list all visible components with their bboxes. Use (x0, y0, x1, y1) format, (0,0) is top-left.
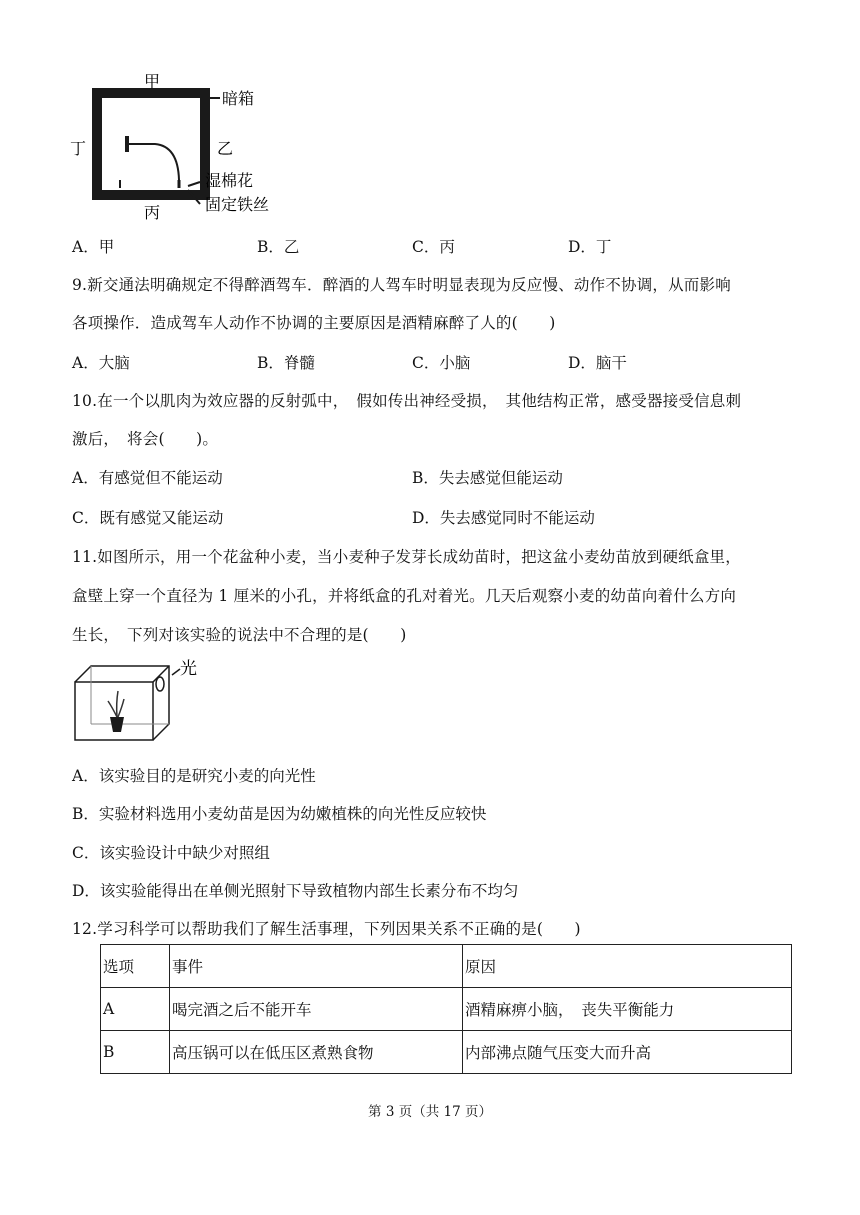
q11-option-a[interactable]: A．该实验目的是研究小麦的向光性 (72, 767, 316, 785)
q10-stem-line2: 激后， 将会( )。 (72, 430, 219, 448)
box-corner-edge (153, 666, 169, 682)
light-hole (156, 677, 164, 691)
q10-option-c[interactable]: C．既有感觉又能运动 (72, 509, 224, 527)
q9-option-b[interactable]: B．脊髓 (257, 354, 315, 372)
cell-reason: 酒精麻痹小脑， 丧失平衡能力 (463, 988, 792, 1031)
box-back-edges (75, 666, 169, 740)
cause-effect-table (100, 944, 792, 1074)
q10-option-b[interactable]: B．失去感觉但能运动 (412, 469, 563, 487)
header-reason: 原因 (463, 945, 792, 988)
q11-stem-line3: 生长， 下列对该实验的说法中不合理的是( ) (72, 626, 407, 644)
q8-option-c[interactable]: C．丙 (412, 238, 455, 256)
q9-stem-line2: 各项操作．造成驾车人动作不协调的主要原因是酒精麻醉了人的( ) (72, 314, 556, 332)
pointer-line-cotton (188, 182, 200, 186)
header-option: 选项 (101, 945, 170, 988)
cell-option: A (101, 988, 170, 1031)
table-row (101, 988, 792, 1031)
q8-option-d[interactable]: D．丁 (568, 238, 612, 256)
label-cotton: 湿棉花 (205, 171, 254, 190)
table-row (101, 1031, 792, 1074)
q9-option-d[interactable]: D．脑干 (568, 354, 627, 372)
label-top: 甲 (144, 72, 161, 91)
q11-option-d[interactable]: D．该实验能得出在单侧光照射下导致植物内部生长素分布不均匀 (72, 882, 519, 900)
cell-event: 高压锅可以在低压区煮熟食物 (170, 1031, 463, 1074)
flower-pot (110, 717, 124, 732)
q9-option-c[interactable]: C．小脑 (412, 354, 471, 372)
q8-option-a[interactable]: A．甲 (72, 238, 115, 256)
cell-reason: 内部沸点随气压变大而升高 (463, 1031, 792, 1074)
q9-option-a[interactable]: A．大脑 (72, 354, 130, 372)
q9-stem-line1: 9.新交通法明确规定不得醉酒驾车．醉酒的人驾车时明显表现为反应慢、动作不协调，从而影响 (72, 276, 731, 294)
q10-stem-line1: 10.在一个以肌肉为效应器的反射弧中， 假如传出神经受损， 其他结构正常，感受器接受信息刺 (72, 392, 742, 410)
q11-stem-line2: 盒壁上穿一个直径为 1 厘米的小孔，并将纸盒的孔对着光。几天后观察小麦的幼苗向着什么方向 (72, 587, 737, 605)
table-header-row (101, 945, 792, 988)
label-bottom: 丙 (144, 203, 161, 220)
q8-option-b[interactable]: B．乙 (257, 238, 300, 256)
light-pointer (172, 669, 180, 675)
seedling-curve (129, 144, 179, 180)
label-wire: 固定铁丝 (205, 195, 270, 214)
page-footer: 第 3 页（共 17 页） (368, 1104, 492, 1120)
wheat-seedling (108, 691, 124, 717)
label-dark-box: 暗箱 (222, 89, 255, 108)
header-event: 事件 (170, 945, 463, 988)
q10-option-d[interactable]: D．失去感觉同时不能运动 (412, 509, 595, 527)
q12-stem: 12.学习科学可以帮助我们了解生活事理，下列因果关系不正确的是( ) (72, 920, 581, 938)
cell-option: B (101, 1031, 170, 1074)
q11-option-c[interactable]: C．该实验设计中缺少对照组 (72, 844, 270, 862)
q11-stem-line1: 11.如图所示，用一个花盆种小麦，当小麦种子发芽长成幼苗时，把这盆小麦幼苗放到硬纸盒里， (72, 548, 741, 566)
cell-event: 喝完酒之后不能开车 (170, 988, 463, 1031)
q10-option-a[interactable]: A．有感觉但不能运动 (72, 469, 223, 487)
seedling-box-figure (72, 655, 212, 747)
dark-box-figure (60, 70, 320, 220)
label-right: 乙 (217, 139, 234, 158)
q11-option-b[interactable]: B．实验材料选用小麦幼苗是因为幼嫩植株的向光性反应较快 (72, 805, 487, 823)
light-label: 光 (180, 659, 197, 679)
label-left: 丁 (70, 139, 87, 158)
